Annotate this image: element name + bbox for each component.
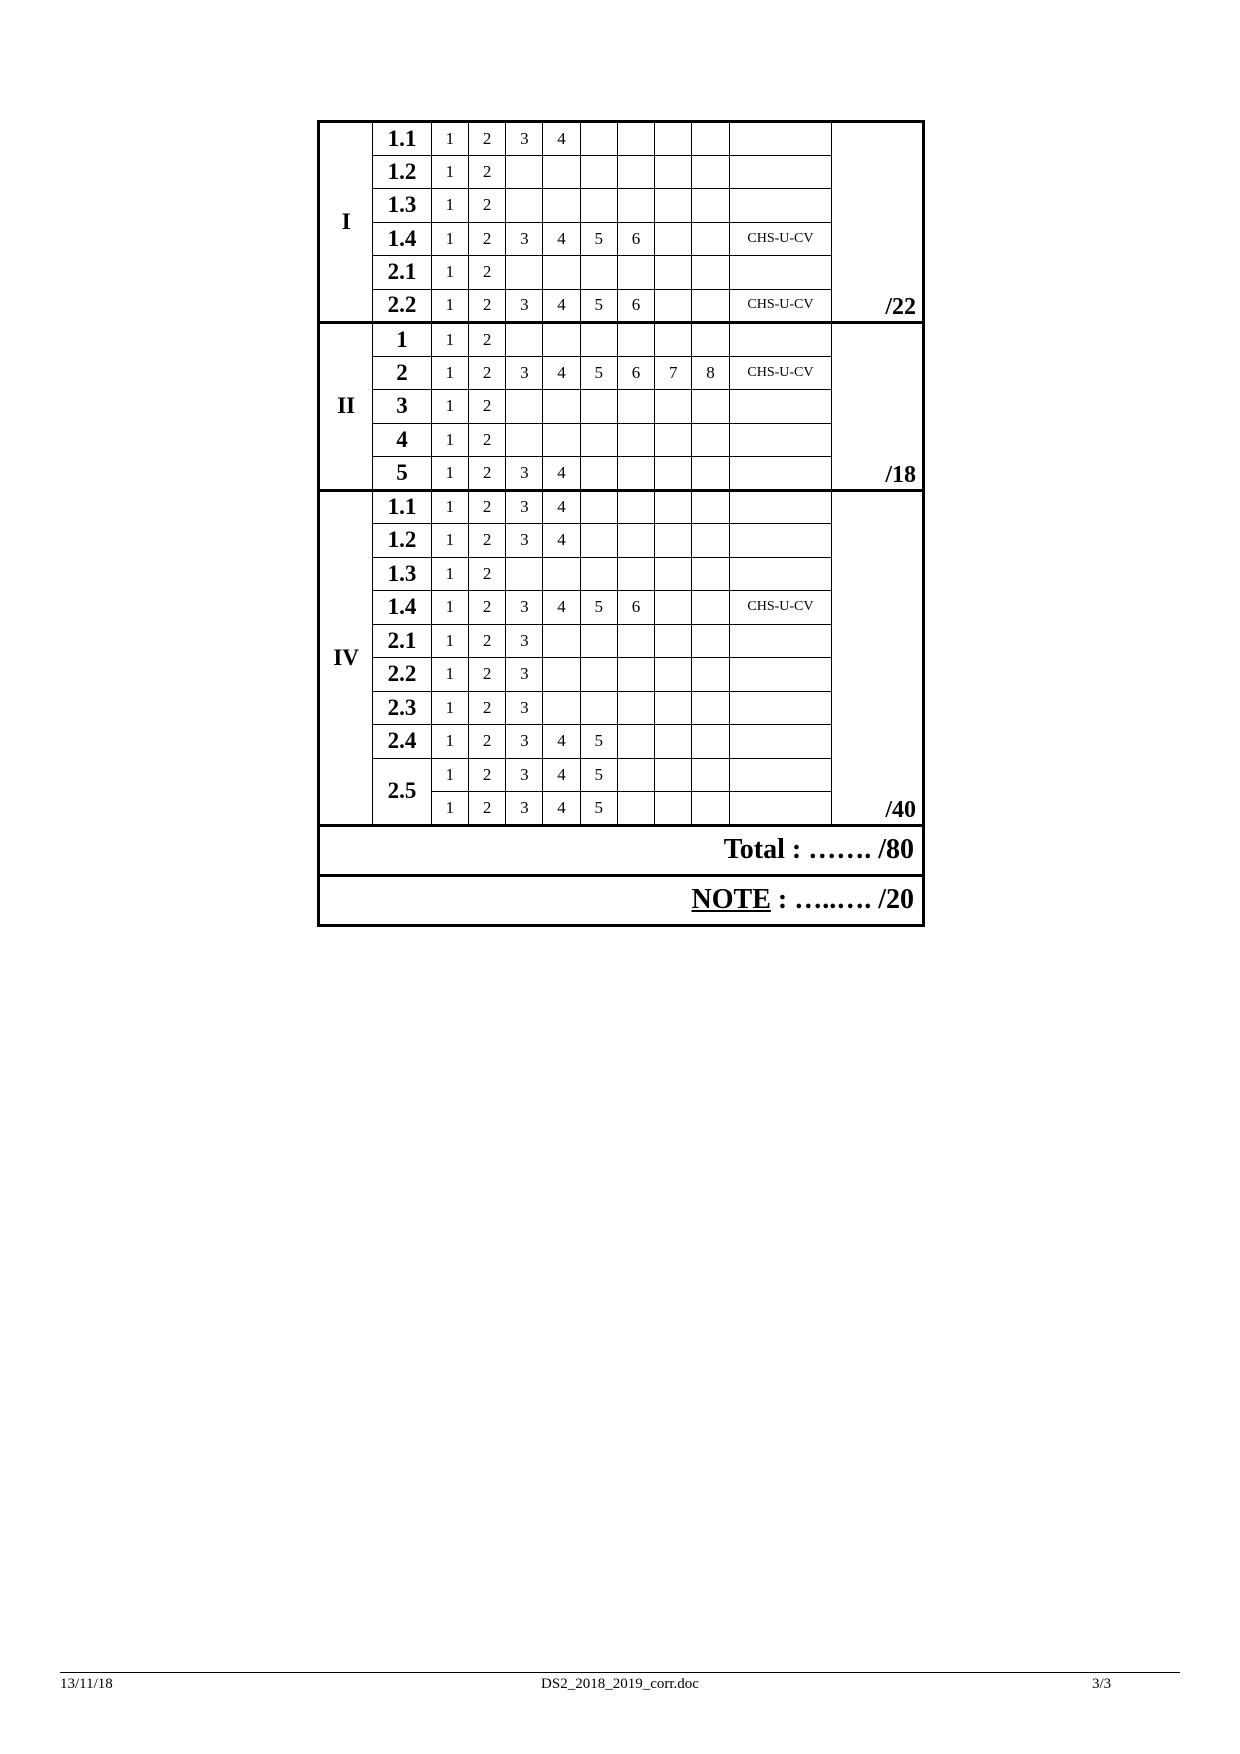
item-cell [692,457,729,491]
item-cell: 1 [431,289,468,323]
item-cell [692,222,729,256]
question-number: 4 [373,423,431,457]
item-cell [580,155,617,189]
item-cell: 1 [431,792,468,826]
criterion-note [729,792,832,826]
item-cell [692,792,729,826]
item-cell: 2 [468,356,505,390]
item-cell [617,725,654,759]
question-number: 1.2 [373,155,431,189]
item-cell: 1 [431,122,468,156]
part-label: IV [319,490,373,825]
criterion-note [729,423,832,457]
criterion-note [729,758,832,792]
item-cell: 3 [506,356,543,390]
question-number: 2 [373,356,431,390]
item-cell: 1 [431,189,468,223]
item-cell: 4 [543,289,580,323]
item-cell: 3 [506,758,543,792]
item-cell: 4 [543,122,580,156]
item-cell [655,256,692,290]
item-cell [692,557,729,591]
footer-filename: DS2_2018_2019_corr.doc [541,1676,699,1692]
item-cell [617,457,654,491]
item-cell: 8 [692,356,729,390]
question-number: 1.2 [373,524,431,558]
item-cell [543,423,580,457]
criterion-note [729,323,832,357]
item-cell [543,390,580,424]
item-cell [655,222,692,256]
criterion-note: CHS-U-CV [729,591,832,625]
item-cell [692,189,729,223]
item-cell [692,624,729,658]
item-cell [655,423,692,457]
item-cell [655,289,692,323]
question-number: 1.4 [373,591,431,625]
item-cell [692,691,729,725]
item-cell: 5 [580,725,617,759]
item-cell: 5 [580,222,617,256]
item-cell: 1 [431,256,468,290]
item-cell: 5 [580,356,617,390]
item-cell [580,323,617,357]
note-value: : …..…. /20 [770,884,914,915]
item-cell: 1 [431,323,468,357]
item-cell [692,390,729,424]
item-cell: 2 [468,457,505,491]
item-cell [655,691,692,725]
item-cell: 2 [468,222,505,256]
item-cell: 3 [506,691,543,725]
item-cell [580,658,617,692]
table-row [319,122,924,156]
part-score: /40 [832,490,924,825]
item-cell [580,490,617,524]
item-cell [506,557,543,591]
item-cell: 3 [506,591,543,625]
item-cell: 1 [431,658,468,692]
item-cell [655,658,692,692]
item-cell [543,691,580,725]
question-number: 1.1 [373,490,431,524]
item-cell [655,323,692,357]
item-cell: 1 [431,490,468,524]
footer-divider [60,1672,1180,1673]
item-cell [617,792,654,826]
item-cell [617,624,654,658]
item-cell: 1 [431,691,468,725]
item-cell: 3 [506,222,543,256]
item-cell: 2 [468,390,505,424]
item-cell: 5 [580,792,617,826]
item-cell [655,792,692,826]
item-cell: 1 [431,423,468,457]
item-cell [692,423,729,457]
item-cell: 4 [543,758,580,792]
item-cell: 3 [506,457,543,491]
item-cell: 4 [543,490,580,524]
item-cell [506,423,543,457]
item-cell: 2 [468,256,505,290]
item-cell: 1 [431,155,468,189]
question-number: 2.2 [373,658,431,692]
item-cell [543,256,580,290]
item-cell: 2 [468,189,505,223]
footer-date: 13/11/18 [60,1676,113,1692]
item-cell [543,658,580,692]
item-cell [617,122,654,156]
item-cell: 6 [617,591,654,625]
item-cell [692,323,729,357]
question-number: 1.3 [373,189,431,223]
part-score: /22 [832,122,924,323]
criterion-note [729,390,832,424]
criterion-note: CHS-U-CV [729,289,832,323]
criterion-note [729,256,832,290]
item-cell: 4 [543,591,580,625]
item-cell: 2 [468,557,505,591]
criterion-note [729,524,832,558]
item-cell: 2 [468,758,505,792]
item-cell: 1 [431,591,468,625]
part-score: /18 [832,323,924,491]
item-cell [655,624,692,658]
item-cell [617,758,654,792]
total-label: Total : ……. /80 [319,825,924,875]
total-row [319,825,924,875]
item-cell [506,189,543,223]
question-number: 2.1 [373,256,431,290]
item-cell: 4 [543,524,580,558]
criterion-note [729,557,832,591]
item-cell [506,390,543,424]
item-cell [543,155,580,189]
item-cell [617,524,654,558]
item-cell [617,658,654,692]
item-cell: 3 [506,289,543,323]
table-row [319,323,924,357]
item-cell: 2 [468,624,505,658]
question-number: 5 [373,457,431,491]
question-number: 3 [373,390,431,424]
item-cell: 3 [506,624,543,658]
item-cell: 4 [543,356,580,390]
item-cell [617,490,654,524]
item-cell [580,624,617,658]
item-cell [506,323,543,357]
item-cell [543,189,580,223]
item-cell: 3 [506,725,543,759]
item-cell [692,256,729,290]
item-cell: 7 [655,356,692,390]
item-cell: 5 [580,289,617,323]
item-cell: 4 [543,792,580,826]
question-number: 2.5 [373,758,431,825]
criterion-note [729,691,832,725]
criterion-note [729,122,832,156]
item-cell [655,457,692,491]
item-cell: 1 [431,457,468,491]
item-cell: 2 [468,423,505,457]
item-cell: 2 [468,658,505,692]
item-cell [655,758,692,792]
item-cell [655,524,692,558]
item-cell [580,390,617,424]
item-cell: 1 [431,390,468,424]
item-cell [617,189,654,223]
table-row [319,490,924,524]
item-cell [580,423,617,457]
footer-page-number: 3/3 [1092,1676,1112,1692]
item-cell: 2 [468,323,505,357]
item-cell: 2 [468,155,505,189]
item-cell: 6 [617,289,654,323]
item-cell: 2 [468,792,505,826]
item-cell: 2 [468,490,505,524]
item-cell [580,189,617,223]
item-cell [692,122,729,156]
item-cell [617,155,654,189]
part-label: I [319,122,373,323]
criterion-note: CHS-U-CV [729,356,832,390]
item-cell [655,189,692,223]
item-cell [617,256,654,290]
criterion-note [729,490,832,524]
item-cell [692,490,729,524]
criterion-note [729,457,832,491]
item-cell: 1 [431,758,468,792]
item-cell [692,725,729,759]
item-cell: 1 [431,557,468,591]
item-cell: 1 [431,725,468,759]
item-cell [655,591,692,625]
criterion-note: CHS-U-CV [729,222,832,256]
item-cell [655,490,692,524]
item-cell [617,557,654,591]
item-cell: 1 [431,222,468,256]
item-cell [580,256,617,290]
item-cell [543,557,580,591]
item-cell: 3 [506,658,543,692]
criterion-note [729,155,832,189]
item-cell [580,557,617,591]
item-cell: 4 [543,222,580,256]
item-cell [692,591,729,625]
item-cell [617,423,654,457]
item-cell: 2 [468,289,505,323]
item-cell: 6 [617,356,654,390]
item-cell [580,524,617,558]
item-cell [506,256,543,290]
item-cell: 1 [431,624,468,658]
question-number: 2.1 [373,624,431,658]
item-cell: 2 [468,691,505,725]
criterion-note [729,624,832,658]
question-number: 2.2 [373,289,431,323]
question-number: 2.3 [373,691,431,725]
item-cell [580,691,617,725]
item-cell [692,758,729,792]
item-cell: 2 [468,591,505,625]
note-label: NOTE [691,884,771,915]
question-number: 1.4 [373,222,431,256]
item-cell [692,289,729,323]
item-cell [617,323,654,357]
item-cell: 2 [468,524,505,558]
item-cell [506,155,543,189]
item-cell [655,122,692,156]
item-cell [655,155,692,189]
item-cell [655,725,692,759]
item-cell: 4 [543,457,580,491]
item-cell [692,524,729,558]
item-cell [580,122,617,156]
item-cell: 3 [506,122,543,156]
item-cell [692,155,729,189]
item-cell: 1 [431,356,468,390]
item-cell: 6 [617,222,654,256]
item-cell: 3 [506,490,543,524]
item-cell [655,390,692,424]
grading-table [317,120,925,927]
question-number: 1.3 [373,557,431,591]
item-cell: 4 [543,725,580,759]
item-cell [543,624,580,658]
item-cell: 5 [580,591,617,625]
criterion-note [729,658,832,692]
item-cell [655,557,692,591]
item-cell [617,390,654,424]
question-number: 1 [373,323,431,357]
criterion-note [729,725,832,759]
item-cell: 3 [506,524,543,558]
item-cell: 2 [468,122,505,156]
part-label: II [319,323,373,491]
note-cell [319,875,924,925]
question-number: 1.1 [373,122,431,156]
item-cell: 3 [506,792,543,826]
item-cell: 5 [580,758,617,792]
item-cell [543,323,580,357]
item-cell: 1 [431,524,468,558]
item-cell [692,658,729,692]
item-cell: 2 [468,725,505,759]
question-number: 2.4 [373,725,431,759]
criterion-note [729,189,832,223]
item-cell [580,457,617,491]
item-cell [617,691,654,725]
note-row [319,875,924,925]
